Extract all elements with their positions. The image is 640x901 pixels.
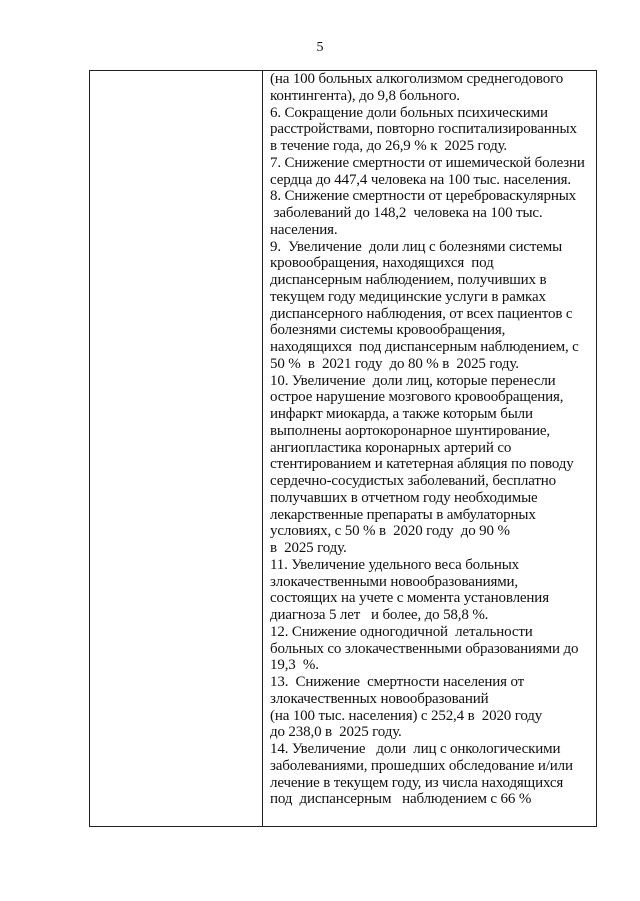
- text-line: злокачественными новообразованиями,: [270, 573, 519, 590]
- text-line: больных со злокачественными образованиями до: [270, 640, 579, 657]
- text-line: 8. Снижение смертности от цереброваскулярных: [270, 188, 576, 205]
- text-line: текущем году медицинские услуги в рамках: [270, 288, 546, 305]
- text-line: злокачественных новообразований: [270, 690, 489, 707]
- text-line: заболеваниями, прошедших обследование и/или: [270, 757, 573, 774]
- text-line: условиях, с 50 % в 2020 году до 90 %: [270, 523, 510, 540]
- table-left-cell: [90, 71, 263, 826]
- text-line: (на 100 тыс. населения) с 252,4 в 2020 году: [270, 707, 543, 724]
- text-line: контингента), до 9,8 больного.: [270, 87, 460, 104]
- table-right-cell: [263, 71, 596, 826]
- text-line: расстройствами, повторно госпитализированных: [270, 121, 577, 138]
- text-line: диспансерным наблюдением, получивших в: [270, 272, 547, 288]
- text-line: 12. Снижение одногодичной летальности: [270, 623, 533, 640]
- text-line: кровообращения, находящихся под: [270, 255, 494, 272]
- text-line: состоящих на учете с момента установления: [270, 590, 549, 607]
- text-line: инфаркт миокарда, а также которым были: [270, 406, 533, 422]
- text-line: до 238,0 в 2025 году.: [270, 724, 402, 741]
- text-line: диспансерного наблюдения, от всех пациентов с: [270, 305, 573, 322]
- text-line: 10. Увеличение доли лиц, которые перенесли: [270, 372, 556, 389]
- text-line: (на 100 больных алкоголизмом среднегодового: [270, 71, 564, 87]
- text-line: сердца до 447,4 человека на 100 тыс. населения.: [270, 171, 572, 188]
- text-line: стентированием и катетерная абляция по поводу: [270, 456, 574, 473]
- text-line: 19,3 %.: [270, 657, 319, 674]
- text-line: лекарственные препараты в амбулаторных: [270, 506, 536, 523]
- text-line: заболеваний до 148,2 человека на 100 тыс.: [270, 205, 543, 221]
- text-line: 9. Увеличение доли лиц с болезнями системы: [270, 238, 563, 255]
- text-line: 7. Снижение смертности от ишемической болезни: [270, 154, 585, 171]
- text-line: сердечно-сосудистых заболеваний, бесплатно: [270, 473, 557, 489]
- text-line: выполнены аортокоронарное шунтирование,: [270, 422, 550, 439]
- text-line: в 2025 году.: [270, 540, 347, 556]
- text-line: лечение в текущем году, из числа находящихся: [270, 774, 564, 791]
- text-line: находящихся под диспансерным наблюдением, с: [270, 339, 579, 355]
- text-line: под диспансерным наблюдением с 66 %: [270, 791, 532, 808]
- text-line: болезнями системы кровообращения,: [270, 322, 506, 339]
- text-line: в течение года, до 26,9 % к 2025 году.: [270, 138, 508, 154]
- text-line: диагноза 5 лет и более, до 58,8 %.: [270, 607, 489, 623]
- text-line: населения.: [270, 221, 338, 238]
- text-line: 13. Снижение смертности населения от: [270, 674, 525, 690]
- text-line: 11. Увеличение удельного веса больных: [270, 556, 520, 573]
- text-line: 6. Сокращение доли больных психическими: [270, 104, 548, 121]
- text-line: 14. Увеличение доли лиц с онкологическими: [270, 741, 561, 757]
- document-table: [89, 70, 597, 827]
- text-line: 50 % в 2021 году до 80 % в 2025 году.: [270, 355, 519, 372]
- text-line: ангиопластика коронарных артерий со: [270, 439, 512, 456]
- text-line: острое нарушение мозгового кровообращения,: [270, 389, 564, 406]
- text-line: получавших в отчетном году необходимые: [270, 489, 538, 506]
- page-number: 5: [316, 40, 324, 55]
